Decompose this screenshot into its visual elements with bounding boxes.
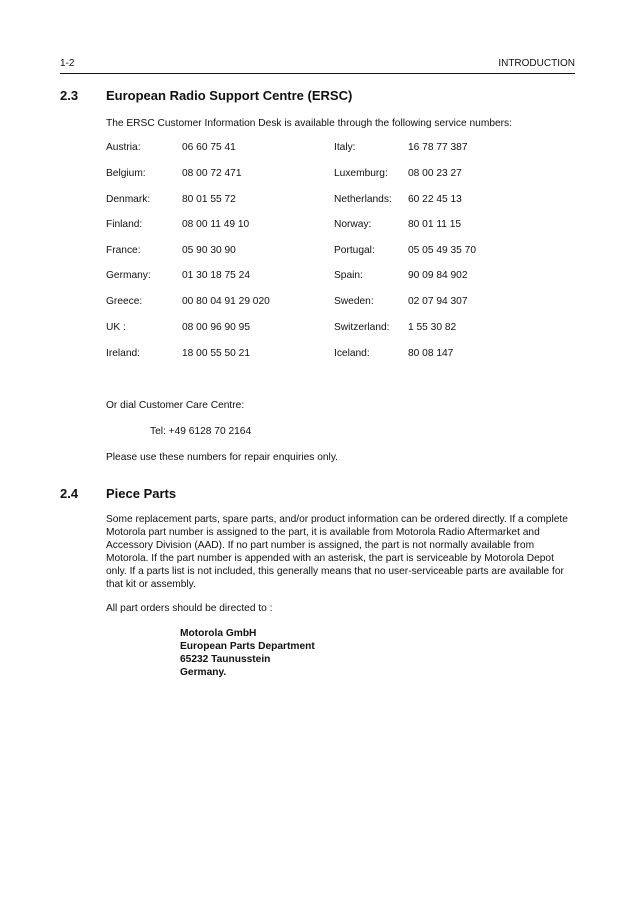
- country-label: Iceland:: [334, 348, 370, 359]
- ersc-intro: The ERSC Customer Information Desk is available through the following service numbers:: [106, 118, 512, 129]
- customer-care-tel: Tel: +49 6128 70 2164: [150, 426, 252, 437]
- country-label: UK :: [106, 322, 126, 333]
- section-title: European Radio Support Centre (ERSC): [106, 88, 353, 103]
- country-label: Switzerland:: [334, 322, 390, 333]
- phone-number: 02 07 94 307: [408, 296, 468, 307]
- address-line: European Parts Department: [180, 641, 315, 652]
- country-label: France:: [106, 245, 141, 256]
- section-number: 2.4: [60, 486, 79, 501]
- phone-number: 80 01 11 15: [408, 219, 462, 230]
- header-rule: [60, 73, 575, 74]
- orders-text: All part orders should be directed to :: [106, 603, 273, 614]
- phone-number: 06 60 75 41: [182, 142, 236, 153]
- piece-parts-paragraph: Some replacement parts, spare parts, and/or product information can be ordered directly. If a complete Motorola part number is assigned to the part, it is available from Motorola Radio Aftermarket and Accessory Division (AAD). If no part number is assigned, the part is not normally available from Motorola. If the part number is appended with an asterisk, the part is serviceable by Motorola Depot only. If a parts list is not included, this generally means that no user-serviceable parts are available for that kit or assembly.: [106, 514, 568, 590]
- parts-address: [180, 627, 315, 679]
- country-label: Spain:: [334, 270, 363, 281]
- address-line: Motorola GmbH: [180, 628, 257, 639]
- country-label: Denmark:: [106, 194, 151, 205]
- country-label: Belgium:: [106, 168, 146, 179]
- address-line: Germany.: [180, 667, 227, 678]
- phone-number: 00 80 04 91 29 020: [182, 296, 270, 307]
- phone-number: 08 00 72 471: [182, 168, 242, 179]
- phone-number: 1 55 30 82: [408, 322, 457, 333]
- country-label: Ireland:: [106, 348, 140, 359]
- phone-number: 08 00 11 49 10: [182, 219, 250, 230]
- country-label: Luxemburg:: [334, 168, 388, 179]
- country-label: Netherlands:: [334, 194, 392, 205]
- page-number: 1-2: [60, 58, 75, 69]
- phone-number: 05 90 30 90: [182, 245, 236, 256]
- phone-number: 16 78 77 387: [408, 142, 468, 153]
- section-title: Piece Parts: [106, 486, 177, 501]
- phone-number: 60 22 45 13: [408, 194, 462, 205]
- phone-number: 80 01 55 72: [182, 194, 236, 205]
- phone-number: 90 09 84 902: [408, 270, 468, 281]
- country-label: Portugal:: [334, 245, 375, 256]
- country-label: Germany:: [106, 270, 151, 281]
- phone-number: 08 00 23 27: [408, 168, 462, 179]
- country-label: Italy:: [334, 142, 356, 153]
- country-label: Finland:: [106, 219, 143, 230]
- country-label: Norway:: [334, 219, 372, 230]
- phone-number: 05 05 49 35 70: [408, 245, 476, 256]
- phone-number: 18 00 55 50 21: [182, 348, 250, 359]
- country-label: Sweden:: [334, 296, 374, 307]
- country-label: Austria:: [106, 142, 141, 153]
- repair-note: Please use these numbers for repair enquiries only.: [106, 452, 338, 463]
- phone-number: 01 30 18 75 24: [182, 270, 250, 281]
- phone-number: 80 08 147: [408, 348, 454, 359]
- country-label: Greece:: [106, 296, 143, 307]
- dial-text: Or dial Customer Care Centre:: [106, 400, 245, 411]
- section-number: 2.3: [60, 88, 79, 103]
- running-header: INTRODUCTION: [498, 58, 575, 69]
- address-line: 65232 Taunusstein: [180, 654, 271, 665]
- phone-number: 08 00 96 90 95: [182, 322, 250, 333]
